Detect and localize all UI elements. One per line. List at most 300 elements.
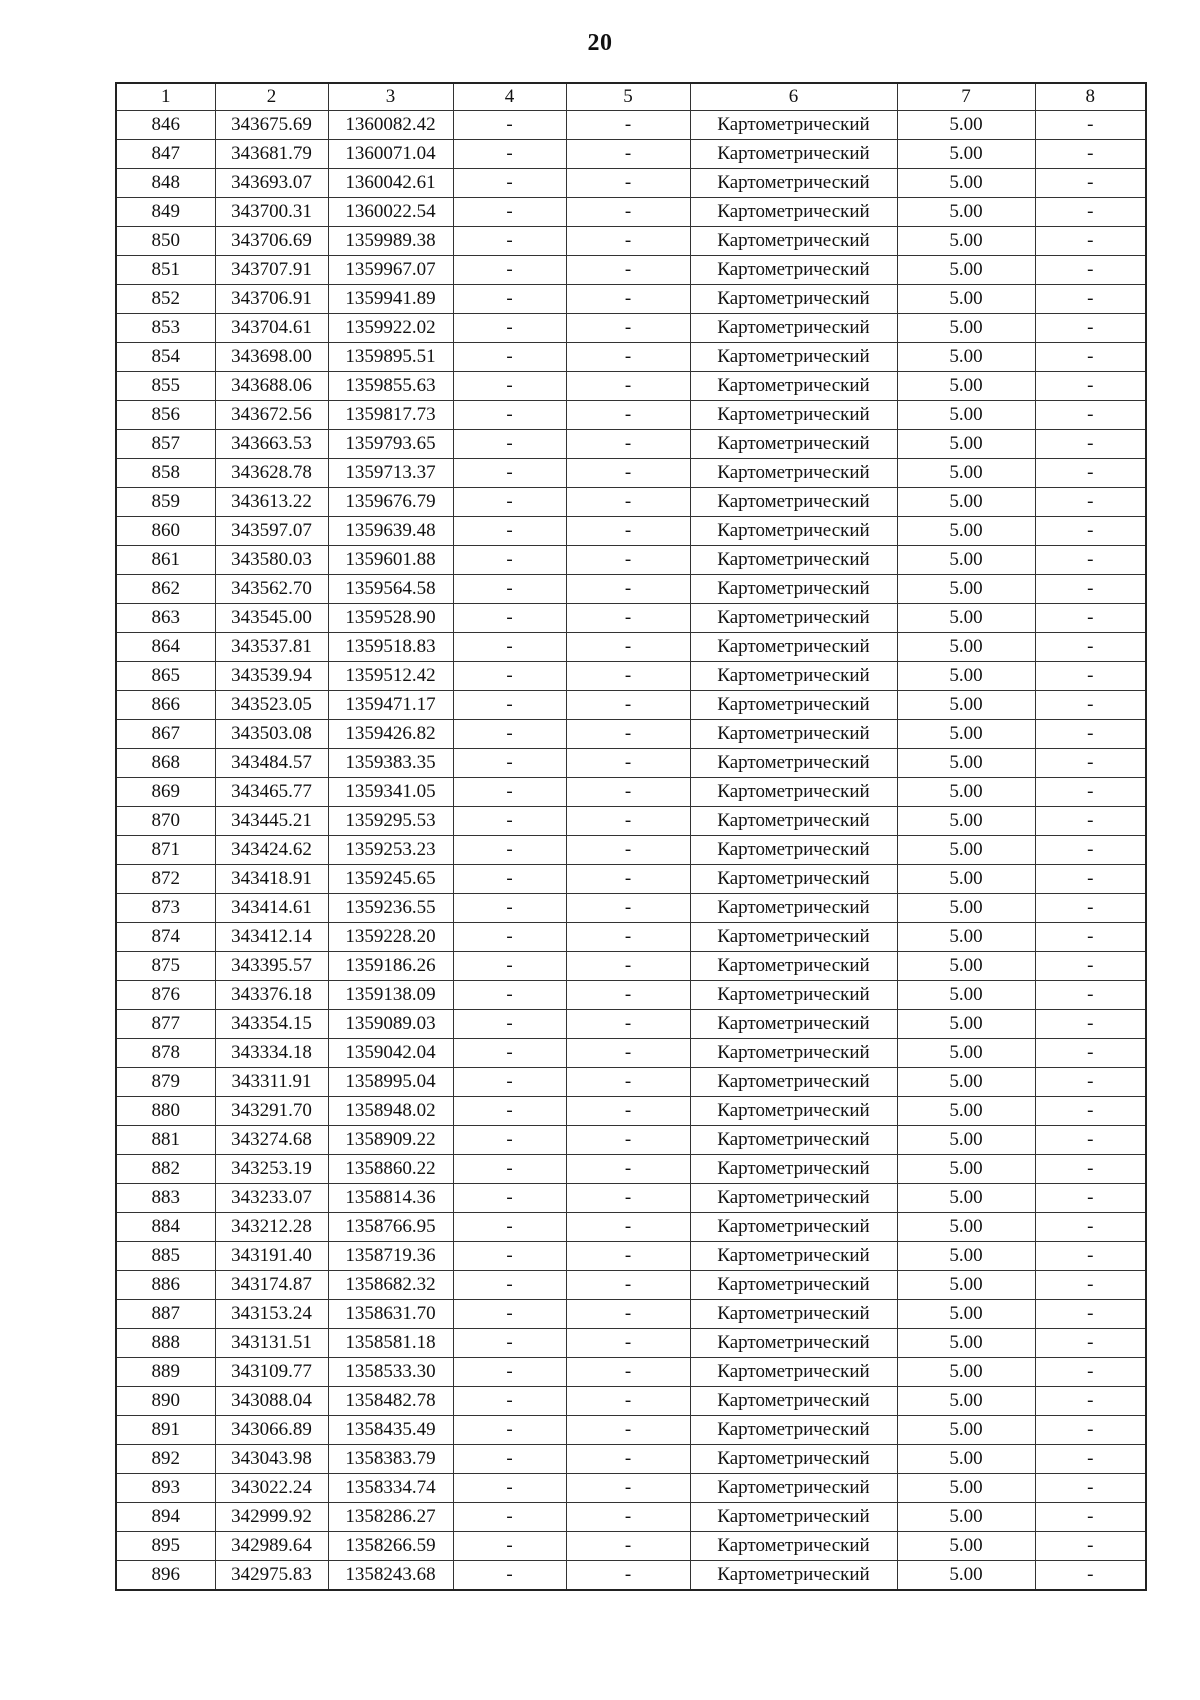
accuracy-cell: 5.00	[897, 1300, 1035, 1329]
column-8-cell: -	[1035, 1445, 1146, 1474]
accuracy-cell: 5.00	[897, 952, 1035, 981]
y-coordinate-cell: 1359564.58	[328, 575, 453, 604]
y-coordinate-cell: 1358482.78	[328, 1387, 453, 1416]
x-coordinate-cell: 343109.77	[215, 1358, 328, 1387]
column-5-cell: -	[566, 459, 690, 488]
column-8-cell: -	[1035, 691, 1146, 720]
method-cell: Картометрический	[690, 198, 897, 227]
accuracy-cell: 5.00	[897, 459, 1035, 488]
column-5-cell: -	[566, 169, 690, 198]
x-coordinate-cell: 343253.19	[215, 1155, 328, 1184]
point-number-cell: 873	[116, 894, 215, 923]
x-coordinate-cell: 343414.61	[215, 894, 328, 923]
point-number-cell: 879	[116, 1068, 215, 1097]
method-cell: Картометрический	[690, 1213, 897, 1242]
accuracy-cell: 5.00	[897, 778, 1035, 807]
point-number-cell: 872	[116, 865, 215, 894]
x-coordinate-cell: 343539.94	[215, 662, 328, 691]
page-number: 20	[587, 30, 613, 56]
table-row	[116, 633, 1146, 662]
accuracy-cell: 5.00	[897, 111, 1035, 140]
column-5-cell: -	[566, 1213, 690, 1242]
column-8-cell: -	[1035, 314, 1146, 343]
column-5-cell: -	[566, 691, 690, 720]
accuracy-cell: 5.00	[897, 1445, 1035, 1474]
point-number-cell: 864	[116, 633, 215, 662]
y-coordinate-cell: 1359295.53	[328, 807, 453, 836]
column-8-cell: -	[1035, 1242, 1146, 1271]
y-coordinate-cell: 1359941.89	[328, 285, 453, 314]
column-8-cell: -	[1035, 285, 1146, 314]
method-cell: Картометрический	[690, 807, 897, 836]
y-coordinate-cell: 1359341.05	[328, 778, 453, 807]
point-number-cell: 870	[116, 807, 215, 836]
column-5-cell: -	[566, 662, 690, 691]
method-cell: Картометрический	[690, 546, 897, 575]
table-row	[116, 488, 1146, 517]
column-5-cell: -	[566, 430, 690, 459]
method-cell: Картометрический	[690, 633, 897, 662]
method-cell: Картометрический	[690, 1387, 897, 1416]
x-coordinate-cell: 343545.00	[215, 604, 328, 633]
y-coordinate-cell: 1358631.70	[328, 1300, 453, 1329]
column-5-cell: -	[566, 1068, 690, 1097]
y-coordinate-cell: 1359383.35	[328, 749, 453, 778]
column-5-cell: -	[566, 1387, 690, 1416]
column-8-cell: -	[1035, 140, 1146, 169]
accuracy-cell: 5.00	[897, 865, 1035, 894]
point-number-cell: 876	[116, 981, 215, 1010]
point-number-cell: 846	[116, 111, 215, 140]
point-number-cell: 895	[116, 1532, 215, 1561]
point-number-cell: 888	[116, 1329, 215, 1358]
column-5-cell: -	[566, 894, 690, 923]
accuracy-cell: 5.00	[897, 981, 1035, 1010]
column-4-cell: -	[453, 1271, 566, 1300]
x-coordinate-cell: 342999.92	[215, 1503, 328, 1532]
point-number-cell: 865	[116, 662, 215, 691]
accuracy-cell: 5.00	[897, 227, 1035, 256]
accuracy-cell: 5.00	[897, 1126, 1035, 1155]
method-cell: Картометрический	[690, 401, 897, 430]
method-cell: Картометрический	[690, 1358, 897, 1387]
x-coordinate-cell: 343704.61	[215, 314, 328, 343]
accuracy-cell: 5.00	[897, 256, 1035, 285]
y-coordinate-cell: 1359042.04	[328, 1039, 453, 1068]
column-5-cell: -	[566, 1532, 690, 1561]
column-5-cell: -	[566, 372, 690, 401]
column-5-cell: -	[566, 1271, 690, 1300]
column-4-cell: -	[453, 372, 566, 401]
column-4-cell: -	[453, 285, 566, 314]
method-cell: Картометрический	[690, 1329, 897, 1358]
method-cell: Картометрический	[690, 140, 897, 169]
column-4-cell: -	[453, 604, 566, 633]
table-row	[116, 227, 1146, 256]
accuracy-cell: 5.00	[897, 1329, 1035, 1358]
column-8-cell: -	[1035, 865, 1146, 894]
x-coordinate-cell: 343334.18	[215, 1039, 328, 1068]
table-row	[116, 981, 1146, 1010]
column-8-cell: -	[1035, 1213, 1146, 1242]
method-cell: Картометрический	[690, 720, 897, 749]
point-number-cell: 853	[116, 314, 215, 343]
method-cell: Картометрический	[690, 1155, 897, 1184]
table-row	[116, 662, 1146, 691]
column-8-cell: -	[1035, 401, 1146, 430]
accuracy-cell: 5.00	[897, 604, 1035, 633]
x-coordinate-cell: 343233.07	[215, 1184, 328, 1213]
column-5-cell: -	[566, 923, 690, 952]
method-cell: Картометрический	[690, 517, 897, 546]
y-coordinate-cell: 1359471.17	[328, 691, 453, 720]
column-5-cell: -	[566, 343, 690, 372]
x-coordinate-cell: 343445.21	[215, 807, 328, 836]
column-8-cell: -	[1035, 952, 1146, 981]
y-coordinate-cell: 1358719.36	[328, 1242, 453, 1271]
accuracy-cell: 5.00	[897, 169, 1035, 198]
point-number-cell: 861	[116, 546, 215, 575]
table-row	[116, 836, 1146, 865]
column-5-cell: -	[566, 1445, 690, 1474]
y-coordinate-cell: 1359228.20	[328, 923, 453, 952]
method-cell: Картометрический	[690, 1039, 897, 1068]
accuracy-cell: 5.00	[897, 285, 1035, 314]
column-8-cell: -	[1035, 546, 1146, 575]
column-5-cell: -	[566, 488, 690, 517]
table-row	[116, 691, 1146, 720]
table-row	[116, 1097, 1146, 1126]
column-4-cell: -	[453, 1155, 566, 1184]
accuracy-cell: 5.00	[897, 140, 1035, 169]
point-number-cell: 855	[116, 372, 215, 401]
table-row	[116, 517, 1146, 546]
method-cell: Картометрический	[690, 923, 897, 952]
column-5-cell: -	[566, 1358, 690, 1387]
accuracy-cell: 5.00	[897, 430, 1035, 459]
column-8-cell: -	[1035, 430, 1146, 459]
column-4-cell: -	[453, 1184, 566, 1213]
column-8-cell: -	[1035, 1300, 1146, 1329]
x-coordinate-cell: 343698.00	[215, 343, 328, 372]
column-5-cell: -	[566, 1416, 690, 1445]
column-4-cell: -	[453, 1068, 566, 1097]
x-coordinate-cell: 343395.57	[215, 952, 328, 981]
column-8-cell: -	[1035, 662, 1146, 691]
x-coordinate-cell: 343597.07	[215, 517, 328, 546]
point-number-cell: 863	[116, 604, 215, 633]
column-4-cell: -	[453, 517, 566, 546]
table-row	[116, 343, 1146, 372]
column-5-cell: -	[566, 1329, 690, 1358]
x-coordinate-cell: 343212.28	[215, 1213, 328, 1242]
accuracy-cell: 5.00	[897, 1474, 1035, 1503]
column-8-cell: -	[1035, 1561, 1146, 1591]
column-8-cell: -	[1035, 1039, 1146, 1068]
x-coordinate-cell: 343663.53	[215, 430, 328, 459]
column-header: 1	[116, 83, 215, 111]
table-row	[116, 1300, 1146, 1329]
x-coordinate-cell: 343424.62	[215, 836, 328, 865]
x-coordinate-cell: 343613.22	[215, 488, 328, 517]
column-8-cell: -	[1035, 1068, 1146, 1097]
column-4-cell: -	[453, 691, 566, 720]
y-coordinate-cell: 1358243.68	[328, 1561, 453, 1591]
column-8-cell: -	[1035, 256, 1146, 285]
column-4-cell: -	[453, 981, 566, 1010]
accuracy-cell: 5.00	[897, 1242, 1035, 1271]
method-cell: Картометрический	[690, 227, 897, 256]
table-row	[116, 1416, 1146, 1445]
x-coordinate-cell: 343672.56	[215, 401, 328, 430]
column-5-cell: -	[566, 1010, 690, 1039]
column-5-cell: -	[566, 1184, 690, 1213]
column-4-cell: -	[453, 836, 566, 865]
column-8-cell: -	[1035, 749, 1146, 778]
method-cell: Картометрический	[690, 865, 897, 894]
column-4-cell: -	[453, 633, 566, 662]
column-8-cell: -	[1035, 923, 1146, 952]
column-5-cell: -	[566, 546, 690, 575]
x-coordinate-cell: 342975.83	[215, 1561, 328, 1591]
y-coordinate-cell: 1358334.74	[328, 1474, 453, 1503]
point-number-cell: 866	[116, 691, 215, 720]
table-row	[116, 459, 1146, 488]
x-coordinate-cell: 343418.91	[215, 865, 328, 894]
column-5-cell: -	[566, 227, 690, 256]
column-5-cell: -	[566, 140, 690, 169]
column-4-cell: -	[453, 1126, 566, 1155]
y-coordinate-cell: 1360071.04	[328, 140, 453, 169]
accuracy-cell: 5.00	[897, 894, 1035, 923]
column-4-cell: -	[453, 314, 566, 343]
y-coordinate-cell: 1359895.51	[328, 343, 453, 372]
accuracy-cell: 5.00	[897, 923, 1035, 952]
column-5-cell: -	[566, 1242, 690, 1271]
column-4-cell: -	[453, 923, 566, 952]
column-5-cell: -	[566, 1474, 690, 1503]
column-4-cell: -	[453, 662, 566, 691]
x-coordinate-cell: 343131.51	[215, 1329, 328, 1358]
column-8-cell: -	[1035, 1387, 1146, 1416]
x-coordinate-cell: 343693.07	[215, 169, 328, 198]
column-header: 4	[453, 83, 566, 111]
accuracy-cell: 5.00	[897, 1010, 1035, 1039]
column-5-cell: -	[566, 1300, 690, 1329]
x-coordinate-cell: 343628.78	[215, 459, 328, 488]
x-coordinate-cell: 343562.70	[215, 575, 328, 604]
x-coordinate-cell: 343153.24	[215, 1300, 328, 1329]
x-coordinate-cell: 343354.15	[215, 1010, 328, 1039]
method-cell: Картометрический	[690, 1561, 897, 1591]
method-cell: Картометрический	[690, 1503, 897, 1532]
table-row	[116, 1155, 1146, 1184]
y-coordinate-cell: 1359676.79	[328, 488, 453, 517]
method-cell: Картометрический	[690, 1184, 897, 1213]
point-number-cell: 889	[116, 1358, 215, 1387]
column-4-cell: -	[453, 1416, 566, 1445]
method-cell: Картометрический	[690, 749, 897, 778]
point-number-cell: 887	[116, 1300, 215, 1329]
point-number-cell: 882	[116, 1155, 215, 1184]
y-coordinate-cell: 1360082.42	[328, 111, 453, 140]
column-5-cell: -	[566, 807, 690, 836]
table-row	[116, 1474, 1146, 1503]
method-cell: Картометрический	[690, 314, 897, 343]
column-header: 2	[215, 83, 328, 111]
table-row	[116, 546, 1146, 575]
table-row	[116, 401, 1146, 430]
y-coordinate-cell: 1359817.73	[328, 401, 453, 430]
table-header	[116, 83, 1146, 111]
point-number-cell: 884	[116, 1213, 215, 1242]
table-row	[116, 807, 1146, 836]
x-coordinate-cell: 343523.05	[215, 691, 328, 720]
y-coordinate-cell: 1359793.65	[328, 430, 453, 459]
column-4-cell: -	[453, 169, 566, 198]
column-8-cell: -	[1035, 1474, 1146, 1503]
point-number-cell: 858	[116, 459, 215, 488]
y-coordinate-cell: 1359138.09	[328, 981, 453, 1010]
column-5-cell: -	[566, 749, 690, 778]
method-cell: Картометрический	[690, 1126, 897, 1155]
point-number-cell: 891	[116, 1416, 215, 1445]
method-cell: Картометрический	[690, 1271, 897, 1300]
table-row	[116, 1271, 1146, 1300]
accuracy-cell: 5.00	[897, 1068, 1035, 1097]
y-coordinate-cell: 1359967.07	[328, 256, 453, 285]
y-coordinate-cell: 1359186.26	[328, 952, 453, 981]
table-row	[116, 778, 1146, 807]
x-coordinate-cell: 343580.03	[215, 546, 328, 575]
column-4-cell: -	[453, 1329, 566, 1358]
y-coordinate-cell: 1359528.90	[328, 604, 453, 633]
column-4-cell: -	[453, 430, 566, 459]
point-number-cell: 848	[116, 169, 215, 198]
table-row	[116, 1242, 1146, 1271]
column-header: 6	[690, 83, 897, 111]
column-4-cell: -	[453, 1474, 566, 1503]
column-5-cell: -	[566, 1155, 690, 1184]
point-number-cell: 856	[116, 401, 215, 430]
column-8-cell: -	[1035, 1097, 1146, 1126]
column-4-cell: -	[453, 1445, 566, 1474]
y-coordinate-cell: 1358383.79	[328, 1445, 453, 1474]
column-5-cell: -	[566, 111, 690, 140]
method-cell: Картометрический	[690, 575, 897, 604]
point-number-cell: 852	[116, 285, 215, 314]
column-8-cell: -	[1035, 575, 1146, 604]
column-8-cell: -	[1035, 807, 1146, 836]
accuracy-cell: 5.00	[897, 1503, 1035, 1532]
y-coordinate-cell: 1358581.18	[328, 1329, 453, 1358]
table-row	[116, 1126, 1146, 1155]
column-4-cell: -	[453, 778, 566, 807]
x-coordinate-cell: 343706.91	[215, 285, 328, 314]
column-4-cell: -	[453, 488, 566, 517]
column-5-cell: -	[566, 633, 690, 662]
point-number-cell: 850	[116, 227, 215, 256]
method-cell: Картометрический	[690, 778, 897, 807]
point-number-cell: 869	[116, 778, 215, 807]
y-coordinate-cell: 1359089.03	[328, 1010, 453, 1039]
y-coordinate-cell: 1359245.65	[328, 865, 453, 894]
table-row	[116, 1561, 1146, 1591]
x-coordinate-cell: 343706.69	[215, 227, 328, 256]
table-row	[116, 1445, 1146, 1474]
column-5-cell: -	[566, 1126, 690, 1155]
point-number-cell: 874	[116, 923, 215, 952]
accuracy-cell: 5.00	[897, 836, 1035, 865]
y-coordinate-cell: 1358909.22	[328, 1126, 453, 1155]
column-4-cell: -	[453, 546, 566, 575]
accuracy-cell: 5.00	[897, 1387, 1035, 1416]
table-row	[116, 894, 1146, 923]
point-number-cell: 886	[116, 1271, 215, 1300]
method-cell: Картометрический	[690, 1532, 897, 1561]
column-header: 8	[1035, 83, 1146, 111]
accuracy-cell: 5.00	[897, 488, 1035, 517]
column-4-cell: -	[453, 227, 566, 256]
table-row	[116, 749, 1146, 778]
x-coordinate-cell: 343465.77	[215, 778, 328, 807]
method-cell: Картометрический	[690, 169, 897, 198]
table-row	[116, 1010, 1146, 1039]
accuracy-cell: 5.00	[897, 1271, 1035, 1300]
x-coordinate-cell: 343022.24	[215, 1474, 328, 1503]
y-coordinate-cell: 1359855.63	[328, 372, 453, 401]
table-row	[116, 430, 1146, 459]
column-4-cell: -	[453, 1097, 566, 1126]
column-4-cell: -	[453, 256, 566, 285]
point-number-cell: 860	[116, 517, 215, 546]
x-coordinate-cell: 343707.91	[215, 256, 328, 285]
table-row	[116, 1532, 1146, 1561]
y-coordinate-cell: 1359989.38	[328, 227, 453, 256]
column-5-cell: -	[566, 1561, 690, 1591]
accuracy-cell: 5.00	[897, 1184, 1035, 1213]
accuracy-cell: 5.00	[897, 1039, 1035, 1068]
column-8-cell: -	[1035, 1416, 1146, 1445]
point-number-cell: 893	[116, 1474, 215, 1503]
accuracy-cell: 5.00	[897, 807, 1035, 836]
x-coordinate-cell: 343675.69	[215, 111, 328, 140]
accuracy-cell: 5.00	[897, 1532, 1035, 1561]
column-8-cell: -	[1035, 372, 1146, 401]
column-8-cell: -	[1035, 1155, 1146, 1184]
table-row	[116, 140, 1146, 169]
method-cell: Картометрический	[690, 343, 897, 372]
table-row	[116, 1039, 1146, 1068]
column-8-cell: -	[1035, 981, 1146, 1010]
accuracy-cell: 5.00	[897, 1155, 1035, 1184]
point-number-cell: 885	[116, 1242, 215, 1271]
x-coordinate-cell: 343088.04	[215, 1387, 328, 1416]
y-coordinate-cell: 1358860.22	[328, 1155, 453, 1184]
y-coordinate-cell: 1359426.82	[328, 720, 453, 749]
y-coordinate-cell: 1358766.95	[328, 1213, 453, 1242]
column-5-cell: -	[566, 401, 690, 430]
column-5-cell: -	[566, 604, 690, 633]
table-row	[116, 1213, 1146, 1242]
column-8-cell: -	[1035, 1503, 1146, 1532]
point-number-cell: 896	[116, 1561, 215, 1591]
column-4-cell: -	[453, 1039, 566, 1068]
column-5-cell: -	[566, 256, 690, 285]
column-5-cell: -	[566, 575, 690, 604]
column-4-cell: -	[453, 140, 566, 169]
column-8-cell: -	[1035, 111, 1146, 140]
